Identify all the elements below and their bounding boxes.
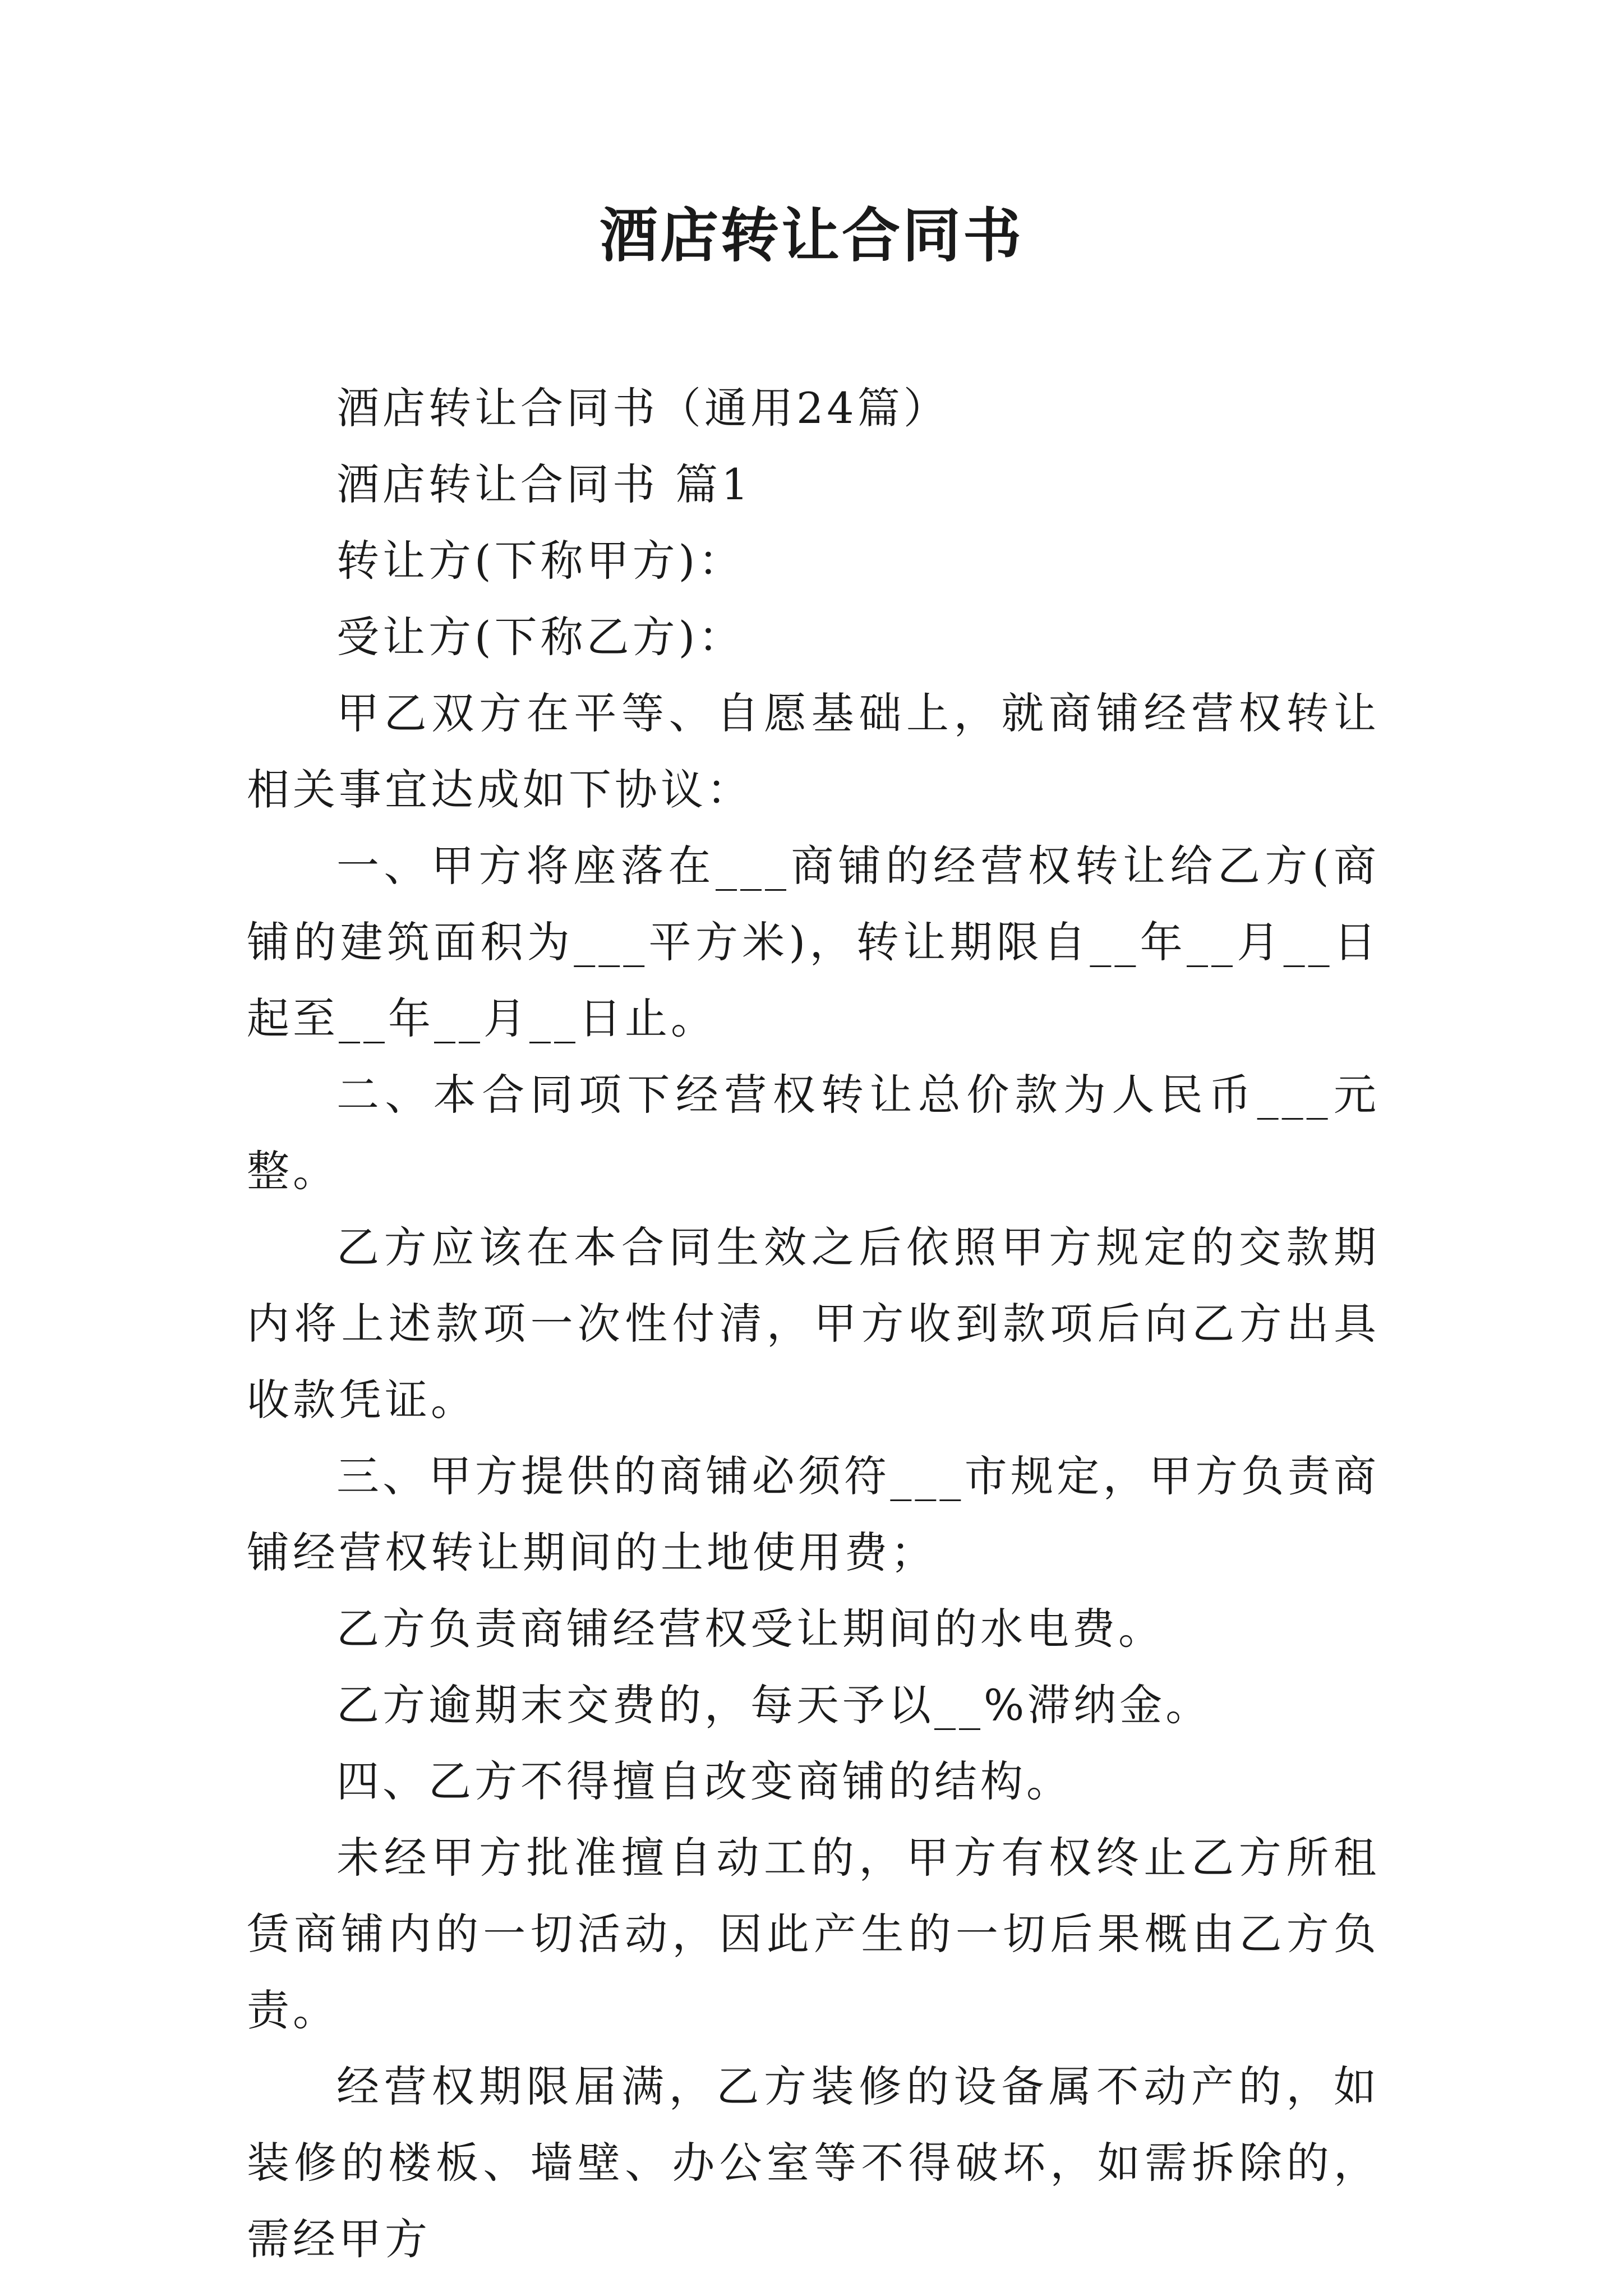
party-b-line: 受让方(下称乙方)： [336,612,745,662]
paragraph: 甲乙双方在平等、自愿基础上，就商铺经营权转让相关事宜达成如下协议： [247,688,1380,815]
clause-2: 二、本合同项下经营权转让总价款为人民币___元整。 [247,1070,1380,1196]
clause-4: 四、乙方不得擅自改变商铺的结构。 [336,1756,1072,1806]
document-body [247,370,1380,2277]
clause-1: 一、甲方将座落在___商铺的经营权转让给乙方(商铺的建筑面积为___平方米)，转让期限自__年__月__日起至__年__月__日止。 [247,841,1380,1043]
paragraph: 乙方逾期末交费的，每天予以__%滞纳金。 [336,1680,1212,1730]
paragraph: 乙方负责商铺经营权受让期间的水电费。 [336,1604,1164,1654]
party-a-line: 转让方(下称甲方)： [336,536,745,586]
paragraph: 经营权期限届满，乙方装修的设备属不动产的，如装修的楼板、墙壁、办公室等不得破坏，如需拆除的，需经甲方 [247,2062,1380,2264]
document-subtitle: 酒店转让合同书（通用24篇） [336,383,949,433]
clause-3: 三、甲方提供的商铺必须符___市规定，甲方负责商铺经营权转让期间的土地使用费； [247,1451,1380,1577]
paragraph: 未经甲方批准擅自动工的，甲方有权终止乙方所租赁商铺内的一切活动，因此产生的一切后果概由乙方负责。 [247,1833,1380,2035]
paragraph: 乙方应该在本合同生效之后依照甲方规定的交款期内将上述款项一次性付清，甲方收到款项后向乙方出具收款凭证。 [247,1222,1380,1425]
section-heading: 酒店转让合同书 篇1 [336,459,752,509]
document-title: 酒店转让合同书 [599,201,1023,270]
